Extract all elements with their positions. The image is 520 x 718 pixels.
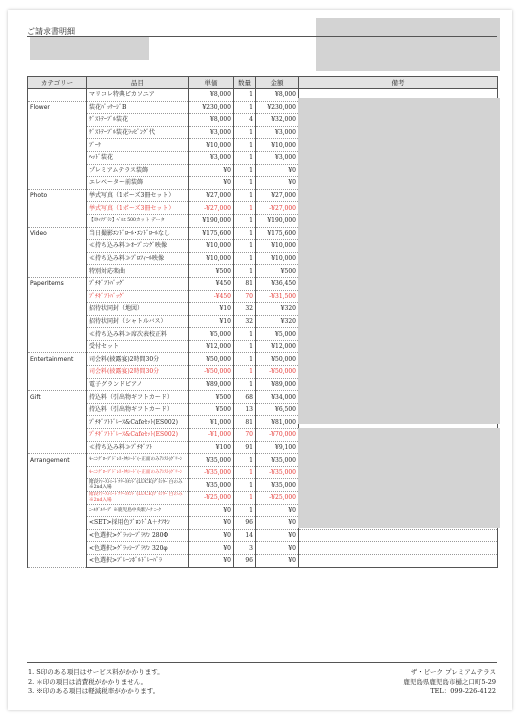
amount-cell: -¥70,000 [256, 429, 299, 442]
category-cell [28, 252, 87, 265]
unit-price-cell: ¥1,000 [189, 416, 234, 429]
quantity-cell: 1 [234, 164, 256, 177]
quantity-cell: 1 [234, 101, 256, 114]
category-cell [28, 328, 87, 341]
unit-price-cell: ¥0 [189, 164, 234, 177]
amount-cell: -¥25,000 [256, 492, 299, 505]
unit-price-cell: -¥25,000 [189, 492, 234, 505]
item-cell: ﾆｰﾙﾀﾞﾙﾘｰﾌﾟ ※鹿児島中央駅ﾉｰｸ ﾆｰｸ [87, 504, 189, 517]
quantity-cell: 13 [234, 403, 256, 416]
unit-price-cell: -¥50,000 [189, 366, 234, 379]
category-cell [28, 429, 87, 442]
unit-price-cell: ¥10,000 [189, 240, 234, 253]
unit-price-cell: ¥0 [189, 554, 234, 567]
category-cell [28, 315, 87, 328]
item-cell: ≪持ち込み料≫席次表校正料 [87, 328, 189, 341]
footer-note: 3. ※印のある項目は軽減税率がかかります。 [28, 687, 160, 695]
amount-cell: ¥89,000 [256, 378, 299, 391]
amount-cell: ¥9,100 [256, 441, 299, 454]
quantity-cell: 70 [234, 290, 256, 303]
category-cell [28, 366, 87, 379]
category-cell [28, 554, 87, 567]
quantity-cell: 1 [234, 227, 256, 240]
table-row [28, 554, 498, 567]
unit-price-cell: ¥8,000 [189, 89, 234, 102]
quantity-cell: 1 [234, 265, 256, 278]
item-cell: <SET>採用色ﾌﾞﾛﾝﾄﾞA＋ﾅﾌｷﾝ [87, 517, 189, 530]
amount-cell: -¥35,000 [256, 466, 299, 479]
company-address: 鹿児島県鹿児島市樋之口町5-29 [403, 677, 496, 686]
column-header-unit-price: 単価 [189, 77, 234, 89]
column-header-item: 品目 [87, 77, 189, 89]
amount-cell: ¥175,600 [256, 227, 299, 240]
column-header-quantity: 数量 [234, 77, 256, 89]
item-cell: 装花ﾊﾟｯｹｰｼﾞB [87, 101, 189, 114]
quantity-cell: 91 [234, 441, 256, 454]
document-title: ご請求書明細 [27, 27, 75, 36]
quantity-cell: 81 [234, 416, 256, 429]
category-cell [28, 378, 87, 391]
quantity-cell: 1 [234, 214, 256, 227]
quantity-cell: 1 [234, 89, 256, 102]
unit-price-cell: ¥5,000 [189, 328, 234, 341]
remarks-cell [299, 554, 498, 567]
amount-cell: ¥0 [256, 504, 299, 517]
item-cell: 司会料(披露宴)2時間30分 [87, 353, 189, 366]
category-cell [28, 340, 87, 353]
amount-cell: ¥0 [256, 529, 299, 542]
unit-price-cell: ¥10 [189, 303, 234, 316]
quantity-cell: 14 [234, 529, 256, 542]
unit-price-cell: ¥500 [189, 391, 234, 404]
unit-price-cell: ¥0 [189, 177, 234, 190]
item-cell: プレミアムテラス装飾 [87, 164, 189, 177]
unit-price-cell: ¥10,000 [189, 139, 234, 152]
unit-price-cell: -¥27,000 [189, 202, 234, 215]
quantity-cell: 32 [234, 303, 256, 316]
quantity-cell: 1 [234, 366, 256, 379]
category-cell [28, 504, 87, 517]
amount-cell: ¥320 [256, 315, 299, 328]
item-cell: 持込料（引出物ギフトカード） [87, 391, 189, 404]
footer-divider [27, 662, 497, 663]
item-cell: 招待状同封（シャトルバス） [87, 315, 189, 328]
amount-cell: -¥27,000 [256, 202, 299, 215]
quantity-cell: 1 [234, 139, 256, 152]
category-cell [28, 517, 87, 530]
item-cell: 電子グランドピアノ [87, 378, 189, 391]
item-cell: <色選択>ｸﾞﾗｯｼｰﾌﾟﾗﾜﾝ 280Φ [87, 529, 189, 542]
amount-cell: ¥190,000 [256, 214, 299, 227]
unit-price-cell: ¥450 [189, 277, 234, 290]
quantity-cell: 4 [234, 114, 256, 127]
amount-cell: ¥27,000 [256, 189, 299, 202]
category-cell [28, 403, 87, 416]
table-row [28, 542, 498, 555]
quantity-cell: 1 [234, 340, 256, 353]
amount-cell: ¥6,500 [256, 403, 299, 416]
amount-cell: ¥5,000 [256, 328, 299, 341]
quantity-cell: 1 [234, 328, 256, 341]
quantity-cell: 1 [234, 353, 256, 366]
quantity-cell: 1 [234, 189, 256, 202]
quantity-cell: 1 [234, 126, 256, 139]
item-cell: 特別対応楽曲 [87, 265, 189, 278]
category-cell [28, 202, 87, 215]
redacted-header-block [316, 18, 500, 71]
amount-cell: ¥320 [256, 303, 299, 316]
remarks-cell [299, 542, 498, 555]
redacted-remarks-1 [298, 98, 500, 424]
quantity-cell: 1 [234, 151, 256, 164]
footer-note: 2. ＊印の項目は消費税がかかりません。 [28, 677, 148, 686]
category-cell [28, 416, 87, 429]
unit-price-cell: ¥12,000 [189, 340, 234, 353]
item-cell: ﾌﾟﾁｷﾞﾌﾄﾄﾞﾚｰｽ&Cafeｾｯﾄ(ES002) [87, 416, 189, 429]
quantity-cell: 1 [234, 466, 256, 479]
amount-cell: ¥12,000 [256, 340, 299, 353]
category-cell: Gift [28, 391, 87, 404]
company-name: ザ・ピーク プレミアムテラス [410, 668, 496, 676]
amount-cell: ¥32,000 [256, 114, 299, 127]
amount-cell: ¥36,450 [256, 277, 299, 290]
category-cell: Video [28, 227, 87, 240]
unit-price-cell: ¥3,000 [189, 126, 234, 139]
unit-price-cell: ¥100 [189, 441, 234, 454]
category-cell [28, 529, 87, 542]
amount-cell: ¥35,000 [256, 479, 299, 492]
unit-price-cell: ¥500 [189, 403, 234, 416]
redacted-customer-name [30, 36, 149, 60]
item-cell: ﾍｯﾄﾞ装花 [87, 151, 189, 164]
amount-cell: ¥0 [256, 164, 299, 177]
category-cell: Entertainment [28, 353, 87, 366]
item-cell: ﾓｰﾆﾝｸﾞﾛｰﾌﾞﾄﾞﾚｽ･ﾀｷｼｰﾄﾞ(ｰ正面のみｱｼｽﾄ)ｸﾞﾘｰﾝ [87, 466, 189, 479]
category-cell: Flower [28, 101, 87, 114]
unit-price-cell: ¥0 [189, 529, 234, 542]
amount-cell: ¥0 [256, 177, 299, 190]
column-header-amount: 金額 [256, 77, 299, 89]
category-cell [28, 89, 87, 102]
unit-price-cell: -¥1,000 [189, 429, 234, 442]
amount-cell: ¥10,000 [256, 139, 299, 152]
item-cell: 挙式写真（1ポーズ3冊セット） [87, 202, 189, 215]
quantity-cell: 3 [234, 542, 256, 555]
category-cell [28, 303, 87, 316]
item-cell: 持込料（引出物ギフトカード） [87, 403, 189, 416]
category-cell [28, 126, 87, 139]
remarks-cell [299, 529, 498, 542]
footer-notes [28, 668, 164, 697]
unit-price-cell: ¥35,000 [189, 454, 234, 467]
table-row [28, 529, 498, 542]
item-cell: ﾌﾞｰｹ [87, 139, 189, 152]
unit-price-cell: ¥0 [189, 517, 234, 530]
amount-cell: ¥10,000 [256, 240, 299, 253]
unit-price-cell: ¥10 [189, 315, 234, 328]
quantity-cell: 1 [234, 240, 256, 253]
amount-cell: ¥8,000 [256, 89, 299, 102]
category-cell: Arrangement [28, 454, 87, 467]
unit-price-cell: ¥500 [189, 265, 234, 278]
unit-price-cell: ¥190,000 [189, 214, 234, 227]
quantity-cell: 96 [234, 554, 256, 567]
item-cell: マリコレ特典ピカソニア [87, 89, 189, 102]
quantity-cell: 32 [234, 315, 256, 328]
amount-cell: ¥35,000 [256, 454, 299, 467]
amount-cell: ¥0 [256, 542, 299, 555]
category-cell [28, 479, 87, 492]
amount-cell: -¥31,500 [256, 290, 299, 303]
item-cell: <色選択>ｸﾞﾗｯｼｰﾌﾟﾗﾜﾝ 320φ [87, 542, 189, 555]
item-cell: ｹﾞｽﾄﾃｰﾌﾞﾙ装花ﾗｯﾋﾟﾝｸﾞ代 [87, 126, 189, 139]
item-cell: 司会料(披露宴)2時間30分 [87, 366, 189, 379]
unit-price-cell: ¥8,000 [189, 114, 234, 127]
category-cell [28, 441, 87, 454]
quantity-cell: 1 [234, 492, 256, 505]
amount-cell: ¥3,000 [256, 151, 299, 164]
item-cell: ≪持ち込み料≫ｵｰﾌﾟﾆﾝｸﾞ映像 [87, 240, 189, 253]
unit-price-cell: ¥3,000 [189, 151, 234, 164]
redacted-remarks-2 [298, 428, 500, 528]
category-cell: Photo [28, 189, 87, 202]
amount-cell: ¥0 [256, 554, 299, 567]
column-header-remarks: 備考 [299, 77, 498, 89]
category-cell [28, 290, 87, 303]
category-cell: PaperItems [28, 277, 87, 290]
item-cell: ﾌﾟﾁｷﾞﾌﾄﾄﾞﾚｰｽ&Cafeｾｯﾄ(ES002) [87, 429, 189, 442]
quantity-cell: 1 [234, 202, 256, 215]
item-cell: 受付セット [87, 340, 189, 353]
item-cell: ｹﾞｽﾄﾃｰﾌﾞﾙ装花 [87, 114, 189, 127]
amount-cell: ¥34,000 [256, 391, 299, 404]
item-cell: <色選択>ﾌﾞﾚｰﾝﾎﾞﾙﾄﾞﾚｰﾊﾟﾗ [87, 554, 189, 567]
quantity-cell: 96 [234, 517, 256, 530]
category-cell [28, 151, 87, 164]
quantity-cell: 1 [234, 454, 256, 467]
category-cell [28, 542, 87, 555]
item-cell: 招待状同封（地図） [87, 303, 189, 316]
title-divider [27, 36, 497, 37]
amount-cell: ¥50,000 [256, 353, 299, 366]
unit-price-cell: -¥450 [189, 290, 234, 303]
item-cell: ≪持ち込み料≫ﾌﾟﾁｷﾞﾌﾄ [87, 441, 189, 454]
amount-cell: ¥3,000 [256, 126, 299, 139]
company-tel: TEL：099-226-4122 [430, 687, 496, 695]
item-cell: 階段ﾌｧｰｽﾄﾐｰﾄ ﾂﾘｰｽﾀﾝﾄﾞ(LUCE)ﾌﾟﾗﾝﾀｰ 白のみ※2nd入場 [87, 479, 189, 492]
category-cell [28, 139, 87, 152]
company-info [403, 668, 496, 697]
quantity-cell: 1 [234, 378, 256, 391]
category-cell [28, 240, 87, 253]
amount-cell: ¥0 [256, 517, 299, 530]
quantity-cell: 1 [234, 252, 256, 265]
category-cell [28, 177, 87, 190]
unit-price-cell: ¥0 [189, 504, 234, 517]
category-cell [28, 114, 87, 127]
quantity-cell: 1 [234, 504, 256, 517]
quantity-cell: 1 [234, 177, 256, 190]
item-cell: ﾌﾟﾁｷﾞﾌﾄﾊﾞｯｸﾞ [87, 290, 189, 303]
category-cell [28, 214, 87, 227]
unit-price-cell: ¥175,600 [189, 227, 234, 240]
item-cell: 当日撮影ｴﾝﾄﾞﾛｰﾙ･ｴﾝﾄﾞﾛｰﾙなし [87, 227, 189, 240]
category-cell [28, 492, 87, 505]
footer-note: 1. S印のある項目はサービス料がかかります。 [28, 668, 164, 676]
item-cell: ﾓｰﾆﾝｸﾞﾛｰﾌﾞﾄﾞﾚｽ･ﾀｷｼｰﾄﾞ(ｰ正面のみｱｼｽﾄ)ｸﾞﾘｰﾝ [87, 454, 189, 467]
unit-price-cell: -¥35,000 [189, 466, 234, 479]
item-cell: ≪持ち込み料≫ﾌﾟﾛﾌｨｰﾙ映像 [87, 252, 189, 265]
quantity-cell: 70 [234, 429, 256, 442]
category-cell [28, 466, 87, 479]
unit-price-cell: ¥35,000 [189, 479, 234, 492]
quantity-cell: 68 [234, 391, 256, 404]
amount-cell: ¥230,000 [256, 101, 299, 114]
amount-cell: -¥50,000 [256, 366, 299, 379]
item-cell: ﾌﾟﾁｷﾞﾌﾄﾊﾞｯｸﾞ [87, 277, 189, 290]
unit-price-cell: ¥27,000 [189, 189, 234, 202]
item-cell: エレベーター前装飾 [87, 177, 189, 190]
quantity-cell: 81 [234, 277, 256, 290]
item-cell: 階段ﾌｧｰｽﾄﾐｰﾄ ﾂﾘｰｽﾀﾝﾄﾞ(LUCE)ﾌﾟﾗﾝﾀｰ 白のみ※2nd入場 [87, 492, 189, 505]
amount-cell: ¥500 [256, 265, 299, 278]
category-cell [28, 265, 87, 278]
amount-cell: ¥10,000 [256, 252, 299, 265]
unit-price-cell: ¥230,000 [189, 101, 234, 114]
table-header-row [28, 77, 498, 89]
column-header-category: カテゴリー [28, 77, 87, 89]
item-cell: 挙式写真（1ポーズ3冊セット） [87, 189, 189, 202]
unit-price-cell: ¥0 [189, 542, 234, 555]
unit-price-cell: ¥89,000 [189, 378, 234, 391]
unit-price-cell: ¥10,000 [189, 252, 234, 265]
category-cell [28, 164, 87, 177]
quantity-cell: 1 [234, 479, 256, 492]
item-cell: 【ｽﾀｯﾌﾌﾟﾗﾝ】ﾍﾞﾙｴ 500カット データ [87, 214, 189, 227]
unit-price-cell: ¥50,000 [189, 353, 234, 366]
amount-cell: ¥81,000 [256, 416, 299, 429]
